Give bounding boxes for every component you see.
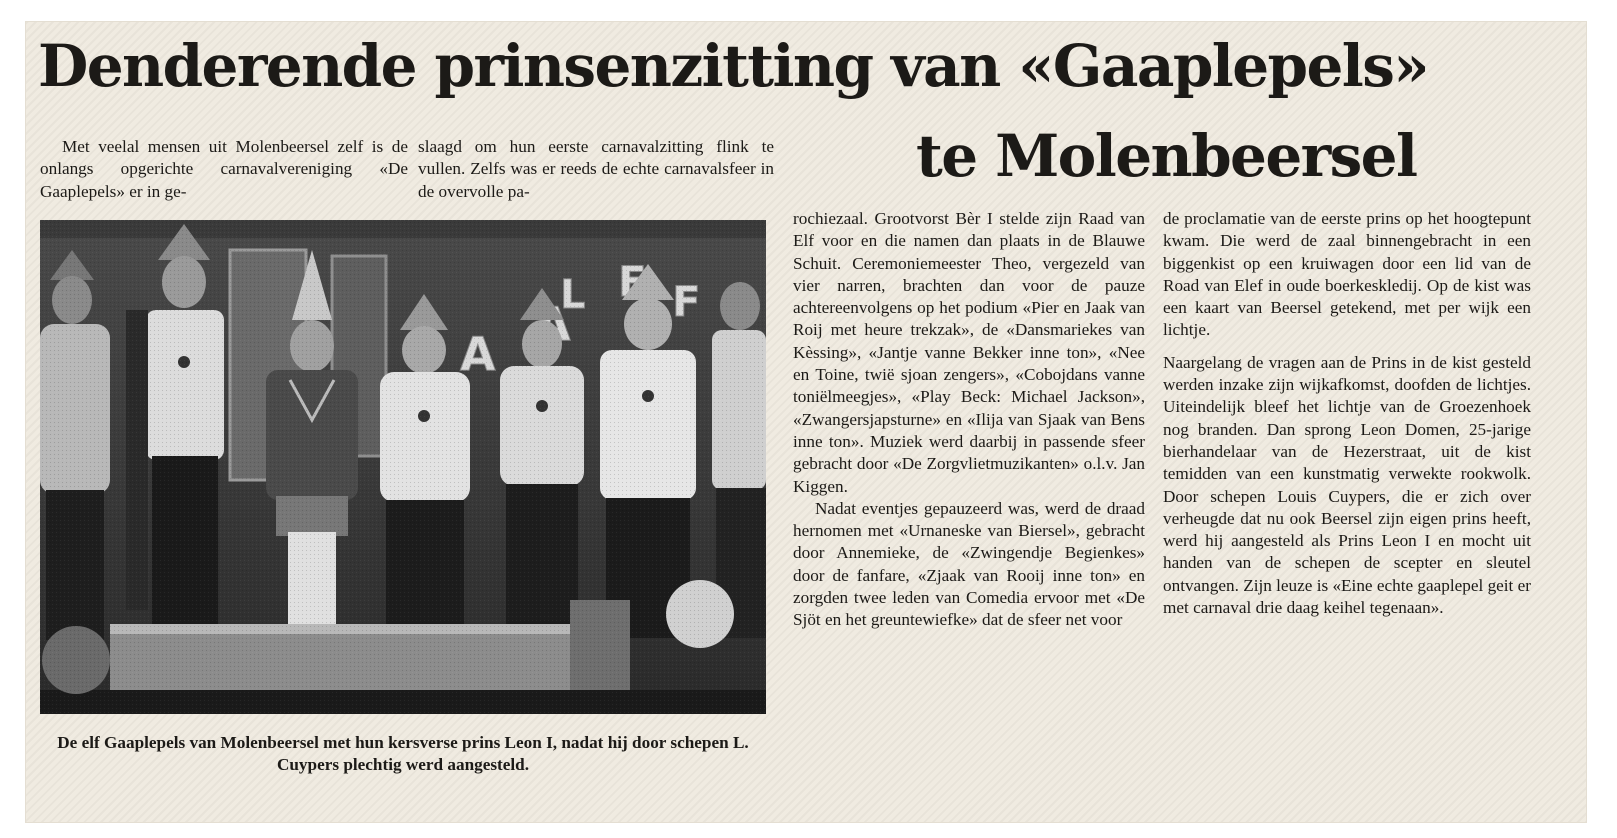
body-column-4 [1163, 208, 1531, 619]
subheadline: te Molenbeersel [916, 122, 1417, 190]
intro-column-right: slaagd om hun eerste carnavalzitting flink te vullen. Zelfs was er reeds de echte carnavalsfeer in de overvolle pa- [418, 137, 774, 201]
body-paragraph: rochiezaal. Grootvorst Bèr I stelde zijn Raad van Elf voor en die namen dan plaats in de Blauwe Schuit. Ceremoniemeester Theo, vergezeld van vier narren, brachten dan voor de pauze achtereenvolgens op het podium «Pier en Jaak van Roij met heure trekzak», de «Dansmariekes van Kèssing», «Jantje vanne Bekker inne ton», «Nee en Toine, twië sjoan zengers», «Cobojdans vanne toniëlmeegjes», «Play Beck: Michael Jackson», «Zwangersjapsturne» en «Ilija van Sjaak van Bens inne ton». Muziek werd daarbij in passende sfeer gebracht door «De Zorgvlietmuzikanten» o.l.v. Jan Kiggen. [793, 209, 1145, 496]
headline: Denderende prinsenzitting van «Gaaplepels» [38, 32, 1428, 100]
body-column-3 [793, 208, 1145, 632]
intro-column-left: Met veelal mensen uit Molenbeersel zelf is de onlangs opgerichte carnavalvereniging «De Gaaplepels» er in ge- [40, 137, 408, 201]
body-paragraph: de proclamatie van de eerste prins op het hoogtepunt kwam. Die werd de zaal binnengebracht in een biggenkist op een kruiwagen door een lid van de Road van Elef in oude boerkeskledij. Op de kist was een kaart van Beersel getekend, met per wijk een lichtje. [1163, 209, 1531, 340]
newspaper-clipping [26, 22, 1586, 822]
body-paragraph: Nadat eventjes gepauzeerd was, werd de draad hernomen met «Urnaneske van Biersel», gebracht door Annemieke, de «Zwingendje Begienkes» door de fanfare, «Zjaak van Rooij inne ton» en zorgden twee leden van Comedia ervoor met «De Sjöt en het greuntewiefke» dat de sfeer net voor [793, 498, 1145, 630]
body-paragraph: Naargelang de vragen aan de Prins in de kist gesteld werden inzake zijn wijkafkomst, doofden de lichtjes. Uiteindelijk bleef het lichtje van de Groezenhoek nog branden. Dan sprong Leon Domen, 25-jarige bierhandelaar van de Hezerstraat, uit de kist temidden van een kunstmatig verwekte rookwolk. Door schepen Louis Cuypers, die er zich over verheugde dat nu ook Beersel zijn eigen prins heeft, werd hij aangesteld als Prins Leon I en mocht uit handen van de schepen de scepter en sleutel ontvangen. Zijn leuze is «Eine echte gaaplepel geit er met carnaval drie daag keihel tegenaan». [1163, 352, 1531, 618]
photo-caption: De elf Gaaplepels van Molenbeersel met hun kersverse prins Leon I, nadat hij door schepen L. Cuypers plechtig werd aangesteld. [57, 733, 749, 775]
group-photo [40, 220, 766, 714]
